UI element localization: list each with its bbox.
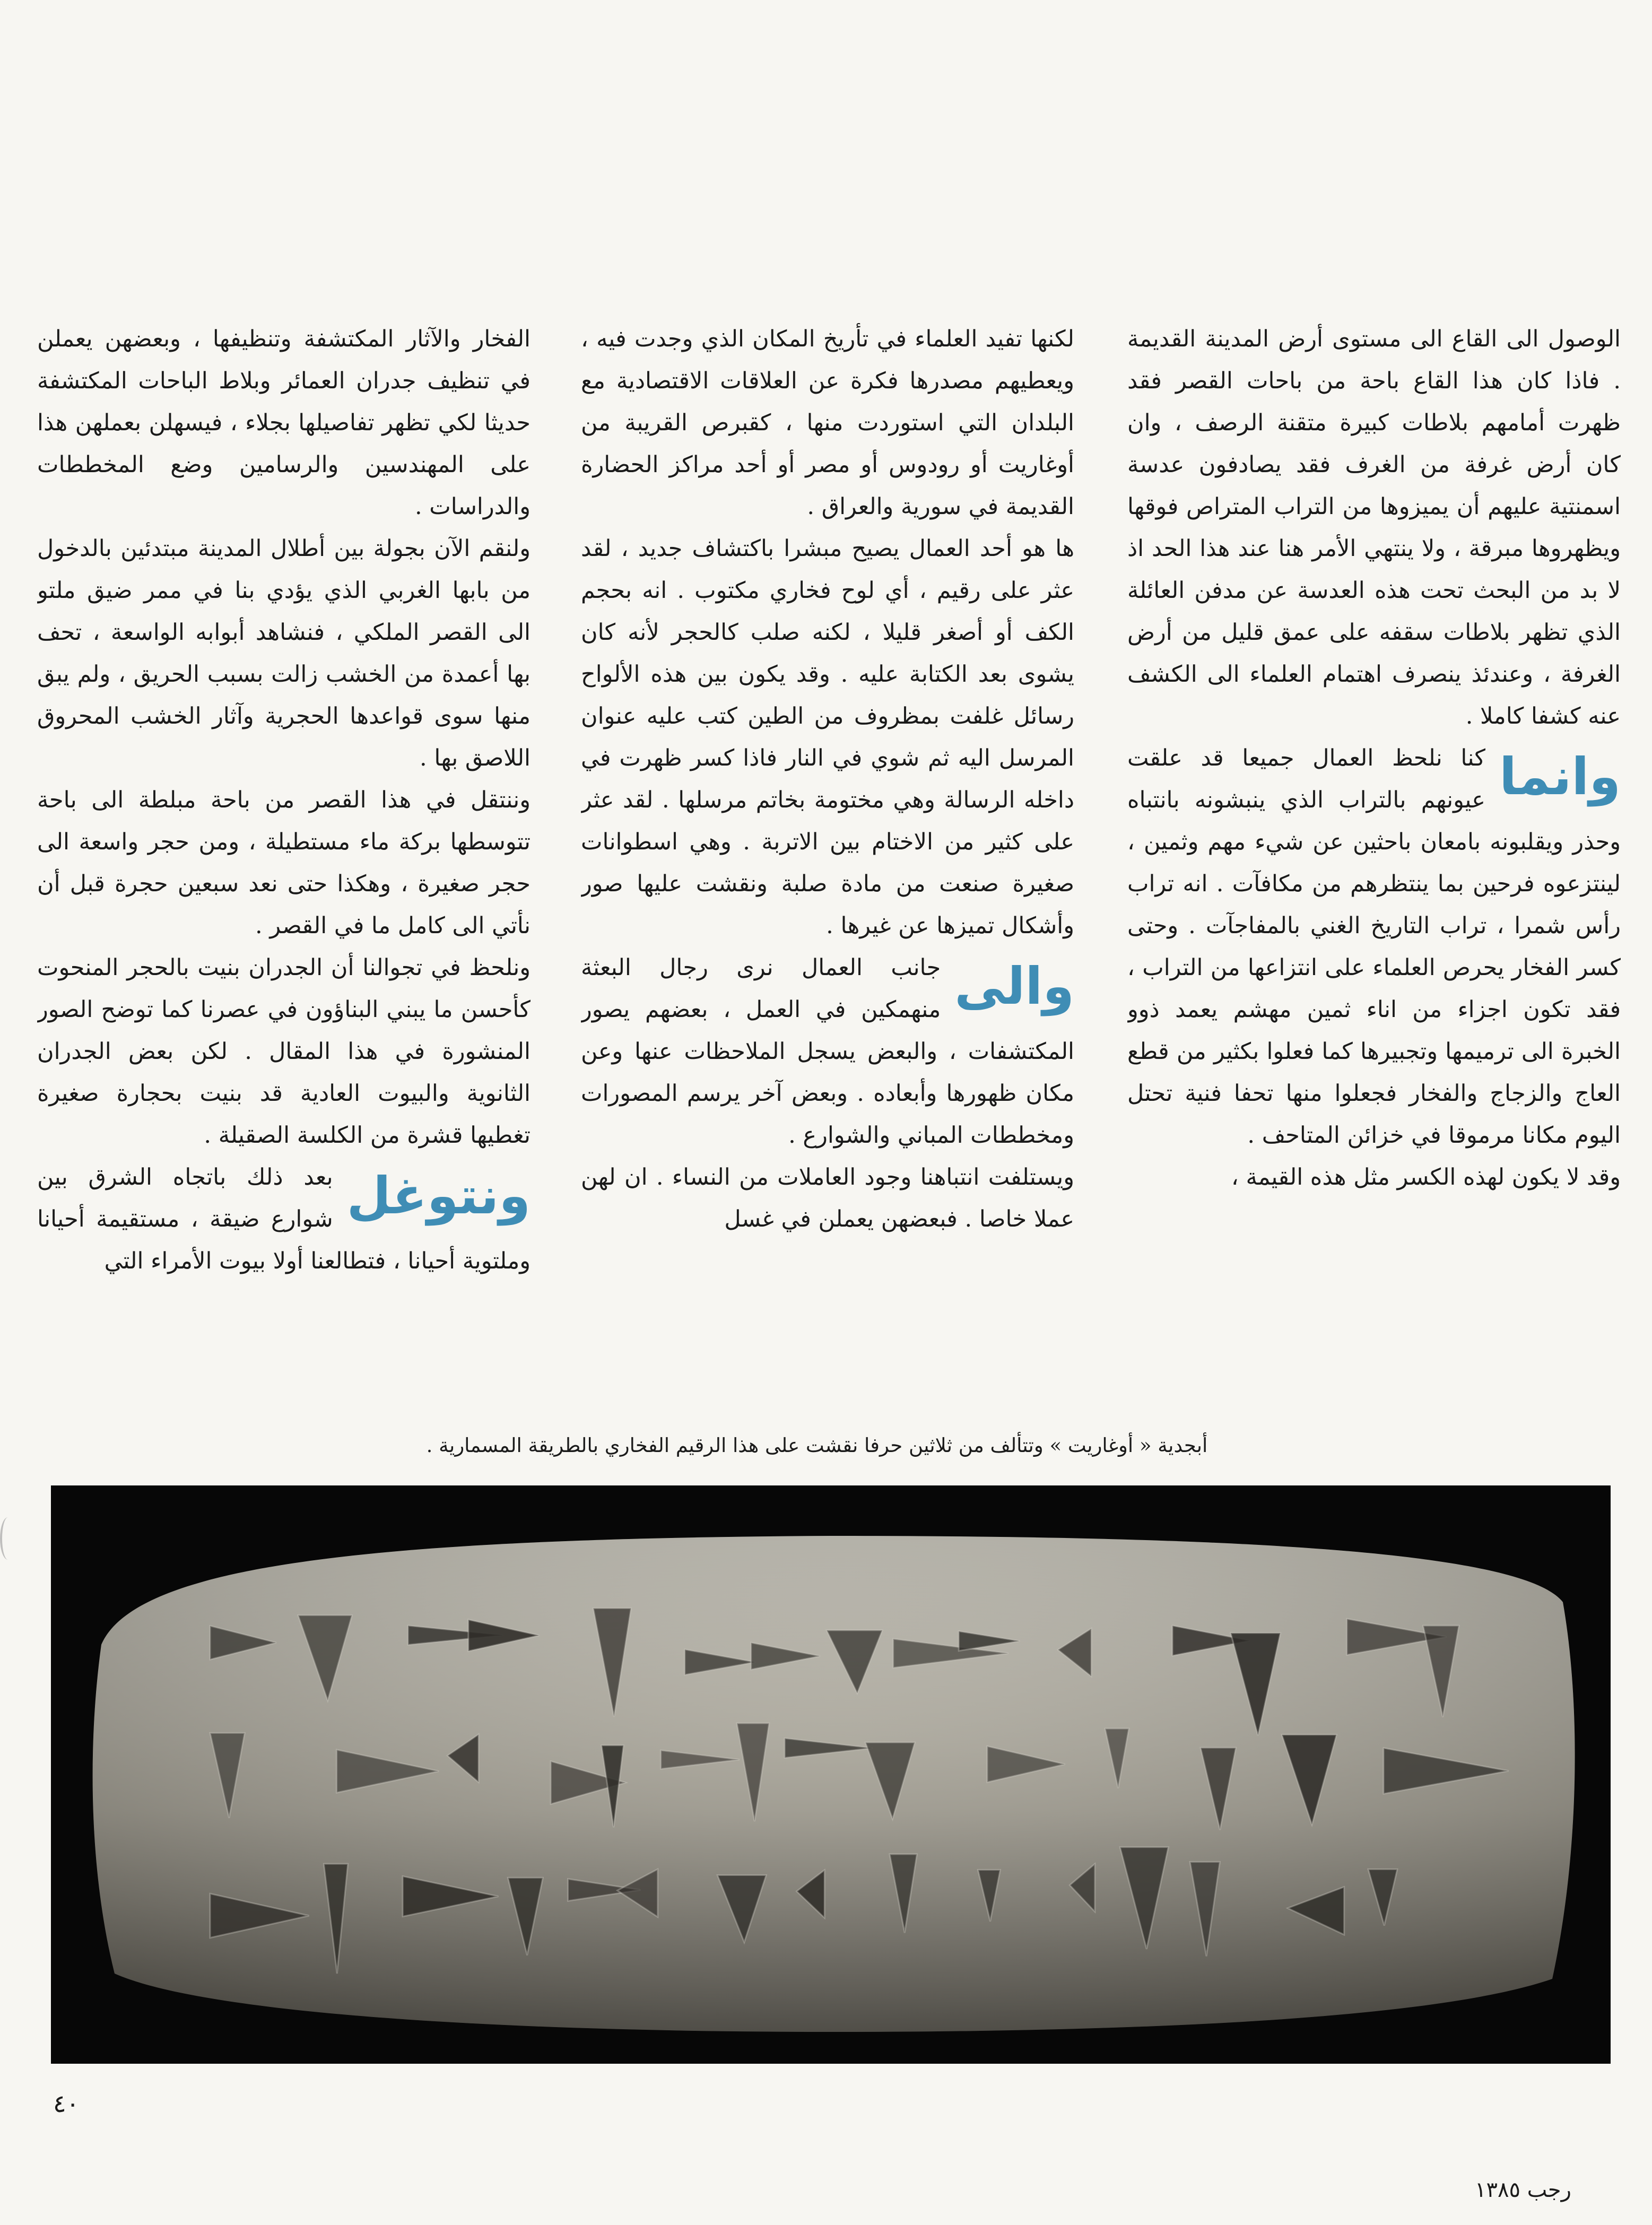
paragraph [37,1157,531,1282]
paragraph: الوصول الى القاع الى مستوى أرض المدينة القديمة . فاذا كان هذا القاع باحة من باحات القصر فقد ظهرت أمامهم بلاطات كبيرة متقنة الرصف ، وان كان أرض غرفة من الغرف فقد يصادفون عدسة اسمنتية عليهم أن يميزوها من التراب المتراص فوقها ويظهروها مبرقة ، ولا ينتهي الأمر هنا عند هذا الحد اذ لا بد من البحث تحت هذه العدسة عن مدفن العائلة الذي تظهر بلاطات سقفه على عمق قليل من أرض الغرفة ، وعندئذ ينصرف اهتمام العلماء الى الكشف عنه كشفا كاملا . [1127,326,1621,729]
cuneiform-tablet-photo [51,1485,1611,2064]
article-column-middle [581,318,1074,1379]
paragraph-text: بعد ذلك باتجاه الشرق بين شوارع ضيقة ، مستقيمة أحيانا وملتوية أحيانا ، فتطالعنا أولا بيوت الأمراء التي [37,1164,531,1274]
margin-mark [0,1517,16,1560]
paragraph: ويستلفت انتباهنا وجود العاملات من النساء . ان لهن عملا خاصا . فبعضهن يعملن في غسل [581,1164,1074,1232]
paragraph: ها هو أحد العمال يصيح مبشرا باكتشاف جديد ، لقد عثر على رقيم ، أي لوح فخاري مكتوب . انه بحجم الكف أو أصغر قليلا ، لكنه صلب كالحجر لأنه كان يشوى بعد الكتابة عليه . وقد يكون بين هذه الألواح رسائل غلفت بمظروف من الطين كتب عليه عنوان المرسل اليه ثم شوي في النار فاذا كسر ظهرت في داخله الرسالة وهي مختومة بخاتم مرسلها . لقد عثر على كثير من الاختام بين الاتربة . وهي اسطوانات صغيرة صنعت من مادة صلبة ونقشت عليها صور وأشكال تميزها عن غيرها . [581,535,1074,939]
issue-date: رجب ١٣٨٥ [1475,2178,1571,2202]
article-column-left [37,318,531,1379]
paragraph: لكنها تفيد العلماء في تأريخ المكان الذي وجدت فيه ، ويعطيهم مصدرها فكرة عن العلاقات الاقتصادية مع البلدان التي استوردت منها ، كقبرص القريبة من أوغاريت أو رودوس أو مصر أو أحد مراكز الحضارة القديمة في سورية والعراق . [581,326,1074,520]
paragraph [581,947,1074,1157]
dropcap-word: ونتوغل [346,1166,531,1226]
article-column-right [1127,318,1621,1379]
paragraph-text: كنا نلحظ العمال جميعا قد علقت عيونهم بالتراب الذي ينبشونه بانتباه وحذر ويقلبونه بامعان باحثين عن شيء مهم وثمين ، لينتزعوه فرحين بما ينتظرهم من مكافآت . انه تراب رأس شمرا ، تراب التاريخ الغني بالمفاجآت . وحتى كسر الفخار يحرص العلماء على انتزاعها من التراب ، فقد تكون اجزاء من اناء ثمين مهشم يعمد ذوو الخبرة الى ترميمها وتجبيرها كما فعلوا بكثير من قطع العاج والزجاج والفخار فجعلوا منها تحفا فنية تحتل اليوم مكانا مرموقا في خزائن المتاحف . [1127,745,1621,1149]
page-number: ٤٠ [53,2089,80,2118]
paragraph: وننتقل في هذا القصر من باحة مبلطة الى باحة تتوسطها بركة ماء مستطيلة ، ومن حجر واسعة الى حجر صغيرة ، وهكذا حتى نعد سبعين حجرة قبل أن نأتي الى كامل ما في القصر . [37,787,531,939]
paragraph: وقد لا يكون لهذه الكسر مثل هذه القيمة ، [1231,1164,1621,1190]
paragraph: الفخار والآثار المكتشفة وتنظيفها ، وبعضهن يعملن في تنظيف جدران العمائر وبلاط الباحات المكتشفة حديثا لكي تظهر تفاصيلها بجلاء ، فيسهلن بعملهن هذا على المهندسين والرسامين وضع المخططات والدراسات . [37,326,531,520]
photo-caption: أبجدية « أوغاريت » وتتألف من ثلاثين حرفا نقشت على هذا الرقيم الفخاري بالطريقة المسمارية . [426,1434,1208,1457]
paragraph: ونلحظ في تجوالنا أن الجدران بنيت بالحجر المنحوت كأحسن ما يبني البناؤون في عصرنا كما توضح الصور المنشورة في هذا المقال . لكن بعض الجدران الثانوية والبيوت العادية قد بنيت بحجارة صغيرة تغطيها قشرة من الكلسة الصقيلة . [37,954,531,1149]
dropcap-word: وانما [1499,747,1621,806]
paragraph-text: جانب العمال نرى رجال البعثة منهمكين في العمل ، بعضهم يصور المكتشفات ، والبعض يسجل الملاحظات عنها وعن مكان ظهورها وأبعاده . وبعض آخر يرسم المصورات ومخططات المباني والشوارع . [581,954,1074,1149]
paragraph [1127,737,1621,1157]
paragraph: ولنقم الآن بجولة بين أطلال المدينة مبتدئين بالدخول من بابها الغربي الذي يؤدي بنا في ممر ضيق ملتو الى القصر الملكي ، فنشاهد أبوابه الواسعة ، تحف بها أعمدة من الخشب زالت بسبب الحريق ، ولم يبق منها سوى قواعدها الحجرية وآثار الخشب المحروق اللاصق بها . [37,535,531,771]
dropcap-word: والى [954,957,1074,1016]
clay-tablet-image [51,1485,1611,2064]
